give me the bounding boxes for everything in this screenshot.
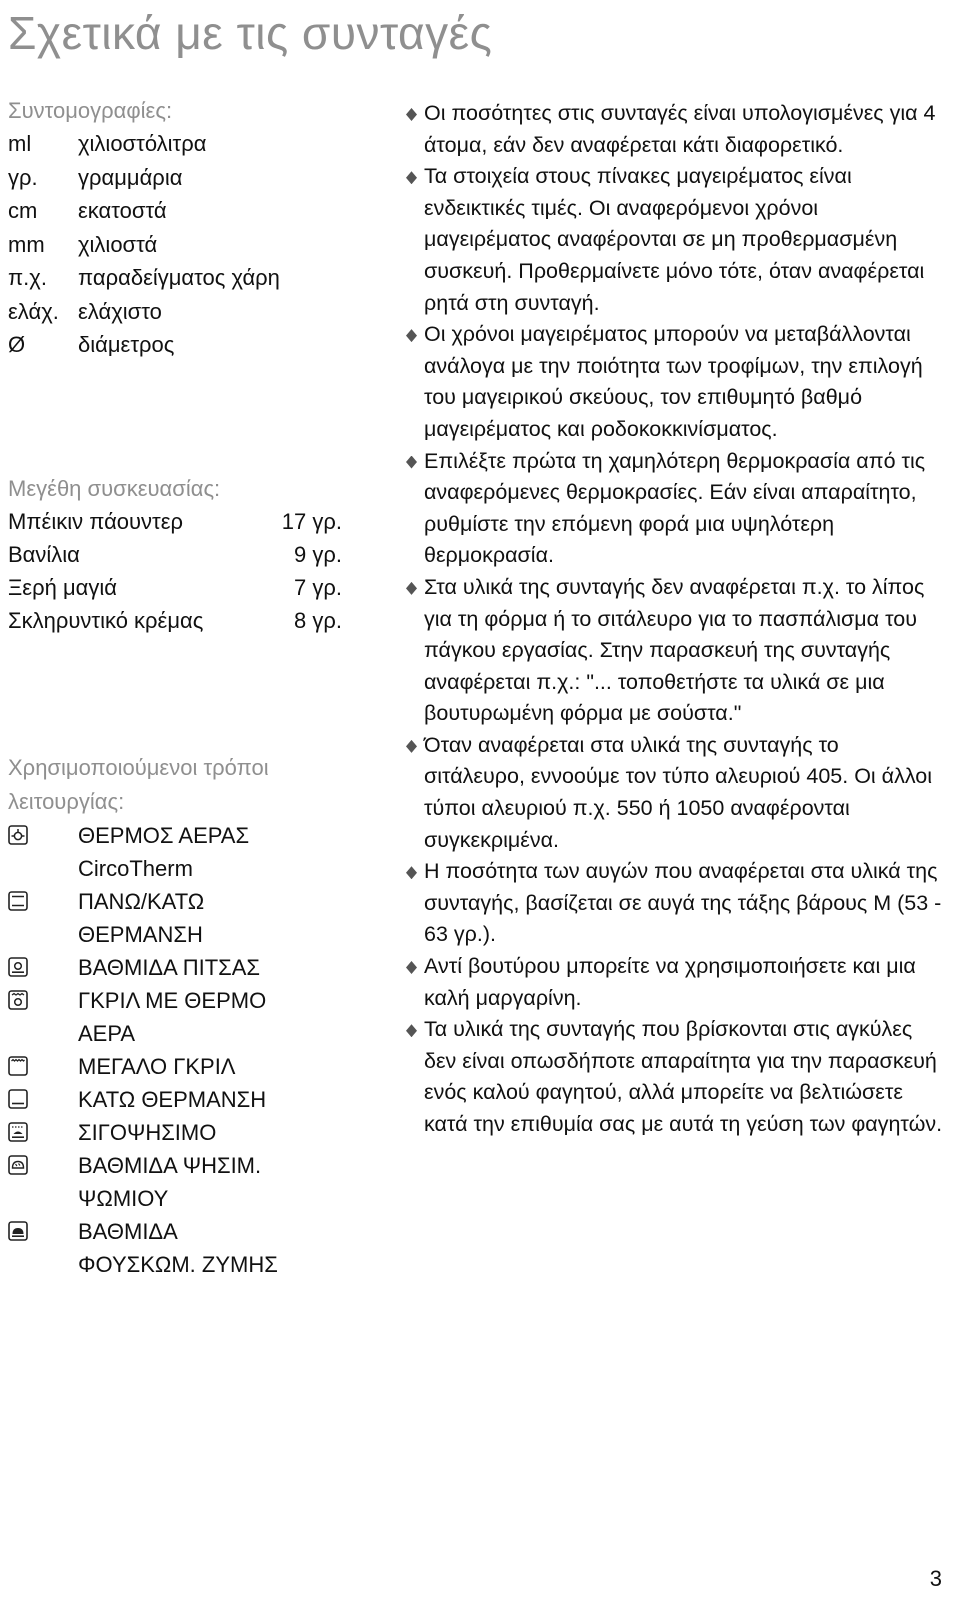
abbreviation-row	[8, 194, 408, 228]
mode-row	[8, 984, 408, 1050]
page-number: 3	[929, 1566, 942, 1591]
abbreviation-row	[8, 228, 408, 262]
abbreviation: ελάχ.	[8, 298, 59, 324]
mode-label-line1: ΜΕΓΑΛΟ ΓΚΡΙΛ	[78, 1053, 236, 1079]
note-bullet: Αντί βουτύρου μπορείτε να χρησιμοποιήσετε και μια καλή μαργαρίνη.	[404, 951, 944, 1014]
abbreviation: π.χ.	[8, 265, 47, 290]
top-bottom-heat-icon	[8, 885, 78, 918]
package-size-row	[8, 505, 342, 538]
bottom-heat-icon	[8, 1083, 78, 1116]
mode-label-line2: ΨΩΜΙΟΥ	[78, 1185, 169, 1211]
package-size-row	[8, 538, 342, 571]
mode-row	[8, 1116, 408, 1149]
abbreviation-row	[8, 261, 408, 295]
bread-baking-icon	[8, 1149, 78, 1182]
abbreviations-section	[8, 95, 408, 362]
mode-label-line1: ΒΑΘΜΙΔΑ ΠΙΤΣΑΣ	[78, 954, 261, 980]
mode-label-line2: ΦΟΥΣΚΩΜ. ΖΥΜΗΣ	[78, 1251, 278, 1277]
mode-label-line1: ΒΑΘΜΙΔΑ ΨΗΣΙΜ.	[78, 1152, 262, 1178]
package-item-name: Σκληρυντικό κρέμας	[8, 607, 204, 633]
note-bullet: Η ποσότητα των αυγών που αναφέρεται στα υλικά της συνταγής, βασίζεται σε αυγά της τάξης βάρους Μ (53 - 63 γρ.).	[404, 856, 944, 951]
note-bullet: Οι ποσότητες στις συνταγές είναι υπολογισμένες για 4 άτομα, εάν δεν αναφέρεται κάτι διαφορετικό.	[404, 98, 944, 161]
pizza-setting-icon	[8, 951, 78, 984]
abbreviation-meaning: εκατοστά	[78, 198, 167, 223]
mode-row	[8, 1149, 408, 1215]
package-item-amount: 17 γρ.	[281, 508, 342, 534]
package-item-amount: 8 γρ.	[294, 607, 342, 633]
mode-label-line2: CircoTherm	[78, 855, 193, 881]
mode-label-line1: ΓΚΡΙΛ ΜΕ ΘΕΡΜΟ	[78, 987, 267, 1013]
left-column	[8, 95, 408, 1281]
dough-proving-icon	[8, 1215, 78, 1248]
large-grill-icon	[8, 1050, 78, 1083]
abbreviations-heading: Συντομογραφίες:	[8, 98, 173, 123]
page-title: Σχετικά με τις συνταγές	[8, 7, 493, 59]
note-bullet: Στα υλικά της συνταγής δεν αναφέρεται π.χ. το λίπος για τη φόρμα ή το σιτάλευρο για το πασπάλισμα του πάγκου εργασίας. Στην παρασκευή της συνταγής αναφέρεται π.χ.: "... τοποθετήστε τα υλικά σε μια βουτυρωμένη φόρμα με σούστα."	[404, 572, 944, 730]
abbreviation-row	[8, 161, 408, 195]
abbreviation: Ø	[8, 332, 26, 357]
abbreviation-meaning: ελάχιστο	[78, 298, 162, 324]
mode-label-line1: ΚΑΤΩ ΘΕΡΜΑΝΣΗ	[78, 1086, 267, 1112]
abbreviation-row	[8, 127, 408, 161]
slow-cook-icon	[8, 1116, 78, 1149]
abbreviation: γρ.	[8, 164, 38, 190]
abbreviation-meaning: γραμμάρια	[78, 164, 183, 190]
mode-row	[8, 1050, 408, 1083]
mode-label-line2: ΘΕΡΜΑΝΣΗ	[78, 921, 203, 947]
abbreviation: cm	[8, 198, 38, 223]
package-sizes-heading: Μεγέθη συσκευασίας:	[8, 475, 221, 501]
modes-heading-line1: Χρησιμοποιούμενοι τρόποι	[8, 754, 269, 780]
note-bullet: Οι χρόνοι μαγειρέματος μπορούν να μεταβάλλονται ανάλογα με την ποιότητα των τροφίμων, την επιλογή του μαγειρικού σκεύους, τον επιθυμητό βαθμό μαγειρέματος και ροδοκοκκινίσματος.	[404, 319, 944, 445]
mode-row	[8, 1215, 408, 1281]
abbreviations-list	[8, 127, 408, 362]
package-size-row	[8, 571, 342, 604]
note-bullet: Όταν αναφέρεται στα υλικά της συνταγής το σιτάλευρο, εννοούμε τον τύπο αλευριού 405. Οι άλλοι τύποι αλευριού π.χ. 550 ή 1050 αναφέρονται συγκεκριμένα.	[404, 730, 944, 856]
mode-label-line1: ΣΙΓΟΨΗΣΙΜΟ	[78, 1119, 217, 1145]
package-size-row	[8, 604, 342, 637]
note-bullet: Τα στοιχεία στους πίνακες μαγειρέματος είναι ενδεικτικές τιμές. Οι αναφερόμενοι χρόνοι μαγειρέματος αναφέρονται σε μη προθερμασμένη συσκευή. Προθερμαίνετε μόνο τότε, όταν αναφέρεται ρητά στη συνταγή.	[404, 161, 944, 319]
abbreviation: ml	[8, 131, 32, 156]
hot-air-icon	[8, 819, 78, 852]
mode-row	[8, 951, 408, 984]
abbreviation-meaning: χιλιοστόλιτρα	[78, 131, 207, 156]
package-item-amount: 7 γρ.	[294, 574, 342, 600]
note-bullet: Τα υλικά της συνταγής που βρίσκονται στις αγκύλες δεν είναι οπωσδήποτε απαραίτητα για την παρασκευή ενός καλού φαγητού, αλλά μπορείτε να βελτιώσετε κατά την επιθυμία σας με αυτά τη γεύση των φαγητών.	[404, 1014, 944, 1140]
mode-label-line2: ΑΕΡΑ	[78, 1020, 136, 1046]
package-item-name: Ξερή μαγιά	[8, 574, 117, 600]
mode-label-line1: ΒΑΘΜΙΔΑ	[78, 1218, 178, 1244]
note-bullet: Επιλέξτε πρώτα τη χαμηλότερη θερμοκρασία από τις αναφερόμενες θερμοκρασίες. Εάν είναι απαραίτητο, ρυθμίστε την επόμενη φορά μια υψηλότερη θερμοκρασία.	[404, 446, 944, 572]
operating-modes-section	[8, 751, 408, 1281]
modes-heading-line2: λειτουργίας:	[8, 788, 125, 814]
abbreviation-meaning: χιλιοστά	[78, 231, 158, 257]
abbreviation-row	[8, 295, 408, 329]
mode-row	[8, 819, 408, 885]
package-item-name: Μπέικιν πάουντερ	[8, 508, 184, 534]
mode-label-line1: ΘΕΡΜΟΣ ΑΕΡΑΣ	[78, 822, 250, 848]
abbreviation-meaning: παραδείγματος χάρη	[78, 265, 280, 290]
package-sizes-section	[8, 473, 408, 637]
package-item-name: Βανίλια	[8, 541, 80, 567]
notes-column	[404, 98, 944, 1141]
abbreviation-row	[8, 328, 408, 362]
abbreviation: mm	[8, 231, 45, 257]
abbreviation-meaning: διάμετρος	[78, 332, 175, 357]
mode-label-line1: ΠΑΝΩ/ΚΑΤΩ	[78, 888, 205, 914]
grill-hot-air-icon	[8, 984, 78, 1017]
mode-row	[8, 885, 408, 951]
mode-row	[8, 1083, 408, 1116]
package-item-amount: 9 γρ.	[294, 541, 342, 567]
